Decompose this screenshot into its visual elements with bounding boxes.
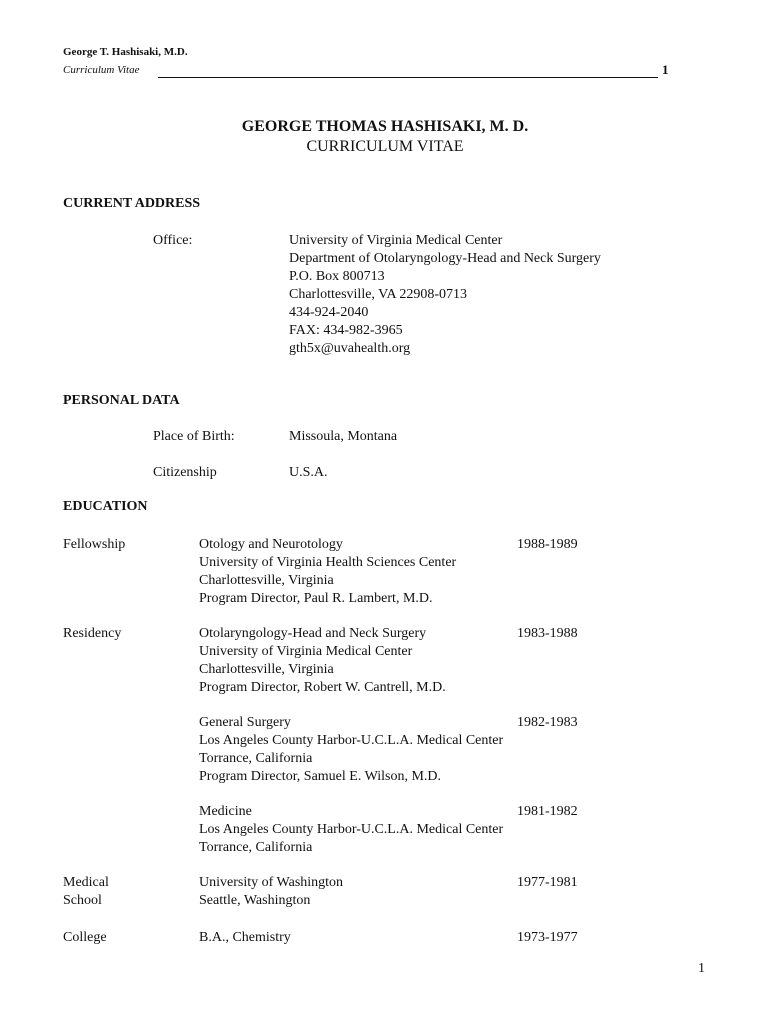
address-line: Department of Otolaryngology-Head and Neck Surgery: [289, 251, 601, 266]
entry-years: 1981-1982: [517, 804, 578, 819]
entry-line: Otolaryngology-Head and Neck Surgery: [199, 626, 427, 641]
education-category: [63, 929, 107, 947]
category-label: Fellowship: [63, 537, 126, 552]
office-label: Office:: [153, 233, 193, 248]
personal-data-value: U.S.A.: [289, 465, 328, 480]
entry-line: Los Angeles County Harbor-U.C.L.A. Medical Center: [199, 822, 504, 837]
category-label: School: [63, 893, 102, 908]
address-line: University of Virginia Medical Center: [289, 233, 503, 248]
address-line: Charlottesville, VA 22908-0713: [289, 287, 467, 302]
education-category: [63, 536, 125, 554]
education-entry: [199, 714, 503, 786]
entry-years: 1983-1988: [517, 626, 578, 641]
entry-line: Program Director, Samuel E. Wilson, M.D.: [199, 769, 442, 784]
education-category: [63, 625, 121, 643]
fax-number: FAX: 434-982-3965: [289, 323, 403, 338]
entry-line: University of Virginia Health Sciences Center: [199, 555, 457, 570]
education-entry: [199, 803, 503, 857]
entry-line: Charlottesville, Virginia: [199, 662, 334, 677]
header-author-name: George T. Hashisaki, M.D.: [63, 46, 188, 58]
footer-page-number: 1: [698, 961, 705, 976]
personal-data-label: Place of Birth:: [153, 429, 235, 444]
entry-line: Charlottesville, Virginia: [199, 573, 334, 588]
category-label: Medical: [63, 875, 109, 890]
education-category: [63, 874, 109, 910]
entry-line: Program Director, Paul R. Lambert, M.D.: [199, 591, 433, 606]
education-entry: [199, 874, 343, 910]
section-heading-current-address: CURRENT ADDRESS: [63, 196, 201, 211]
entry-line: General Surgery: [199, 715, 291, 730]
entry-line: Torrance, California: [199, 840, 313, 855]
entry-years: 1982-1983: [517, 715, 578, 730]
entry-line: B.A., Chemistry: [199, 930, 291, 945]
education-entry: [199, 625, 446, 697]
document-title: GEORGE THOMAS HASHISAKI, M. D.: [241, 118, 529, 135]
entry-line: Program Director, Robert W. Cantrell, M.D.: [199, 680, 446, 695]
education-entry: [199, 536, 456, 608]
personal-data-label: Citizenship: [153, 465, 217, 480]
entry-years: 1977-1981: [517, 875, 578, 890]
header-document-label: Curriculum Vitae: [63, 64, 140, 76]
entry-line: Torrance, California: [199, 751, 313, 766]
section-heading-personal-data: PERSONAL DATA: [63, 393, 180, 408]
education-entry: [199, 929, 291, 947]
category-label: College: [63, 930, 107, 945]
entry-years: 1988-1989: [517, 537, 578, 552]
entry-line: University of Virginia Medical Center: [199, 644, 413, 659]
email-address: gth5x@uvahealth.org: [289, 341, 411, 356]
entry-line: University of Washington: [199, 875, 344, 890]
header-rule: [158, 77, 658, 78]
address-line: P.O. Box 800713: [289, 269, 385, 284]
section-heading-education: EDUCATION: [63, 499, 148, 514]
personal-data-value: Missoula, Montana: [289, 429, 398, 444]
category-label: Residency: [63, 626, 122, 641]
entry-years: 1973-1977: [517, 930, 578, 945]
entry-line: Otology and Neurotology: [199, 537, 343, 552]
entry-line: Seattle, Washington: [199, 893, 311, 908]
document-subtitle: CURRICULUM VITAE: [306, 138, 464, 155]
header-page-number: 1: [662, 62, 669, 77]
entry-line: Medicine: [199, 804, 252, 819]
entry-line: Los Angeles County Harbor-U.C.L.A. Medical Center: [199, 733, 504, 748]
phone-number: 434-924-2040: [289, 305, 369, 320]
office-address-block: [289, 232, 601, 358]
